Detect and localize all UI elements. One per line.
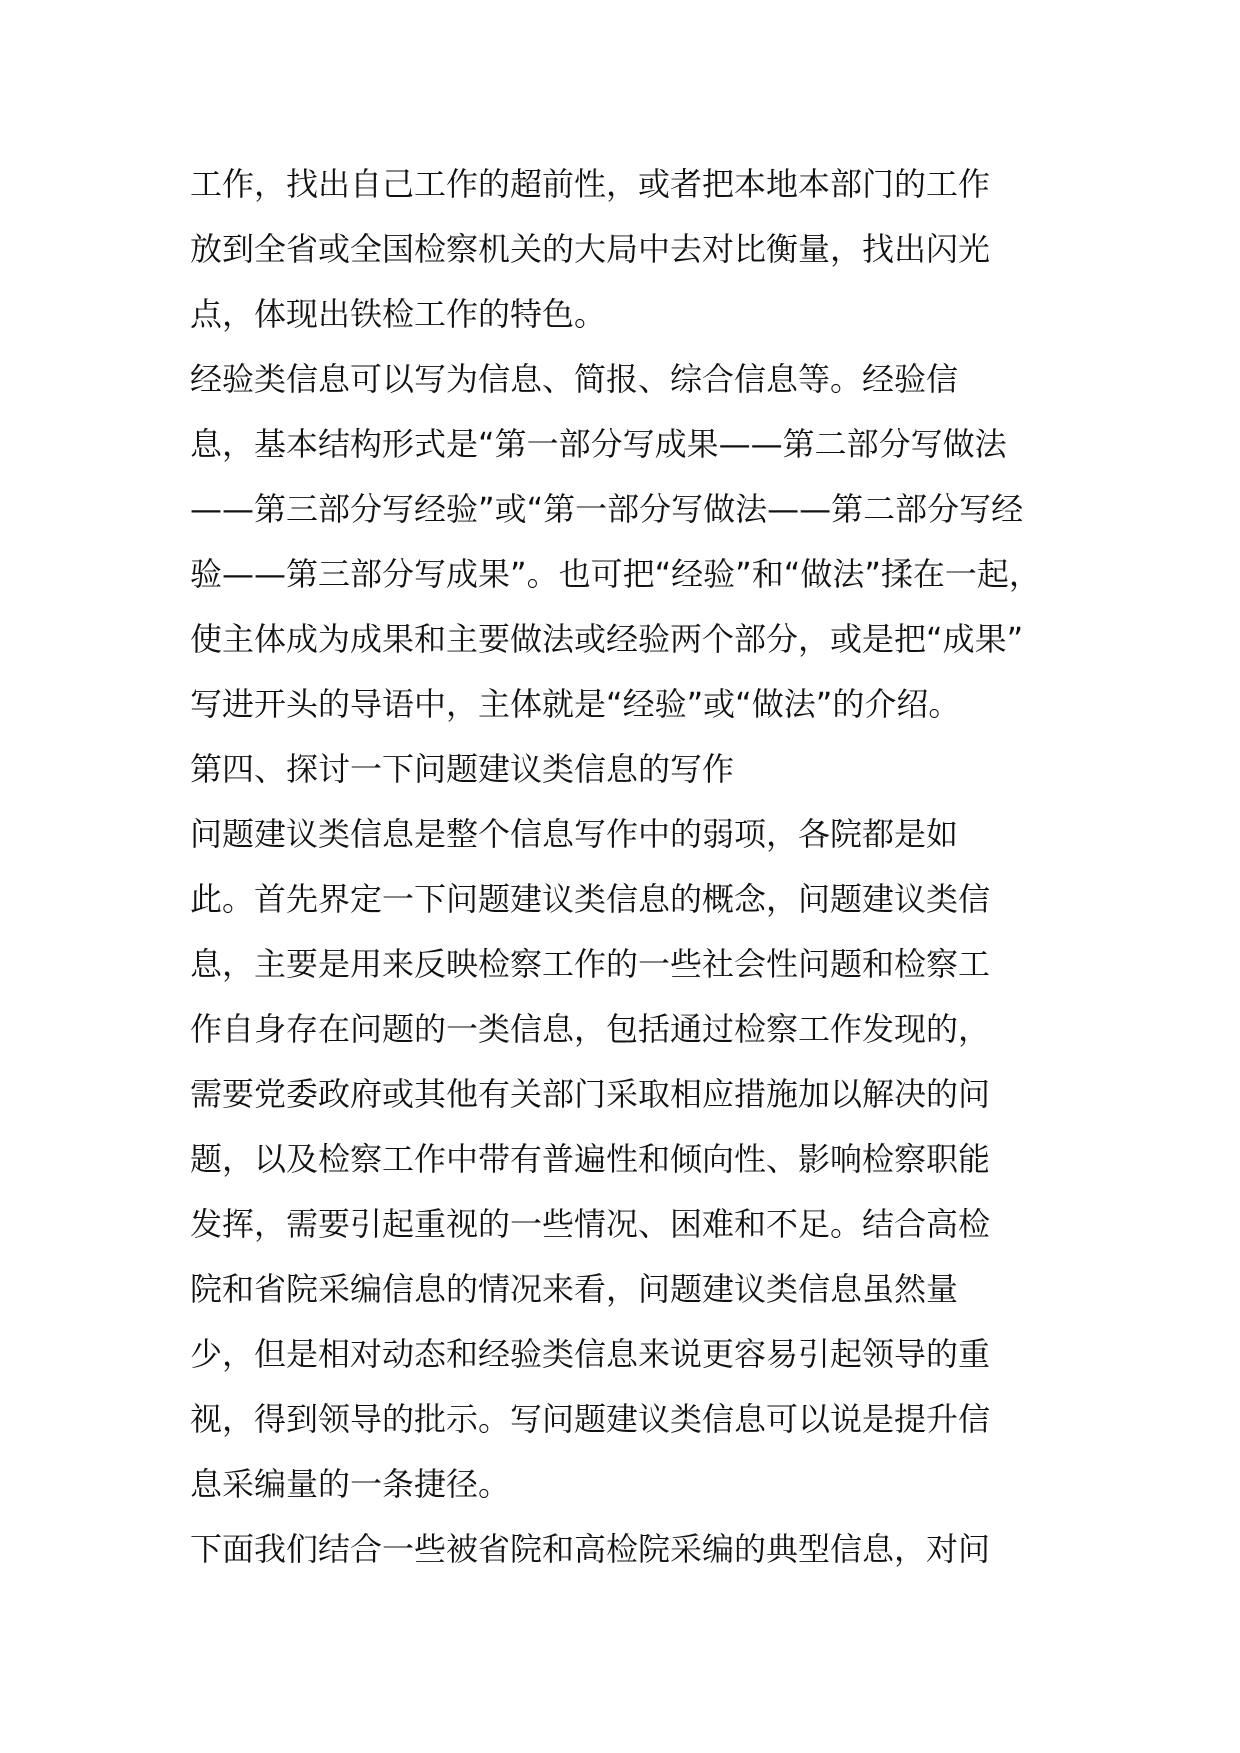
text-line: 此。首先界定一下问题建议类信息的概念，问题建议类信 <box>190 880 991 918</box>
text-line: 题，以及检察工作中带有普遍性和倾向性、影响检察职能 <box>190 1140 991 1178</box>
text-line: 视，得到领导的批示。写问题建议类信息可以说是提升信 <box>190 1400 991 1438</box>
text-line: 放到全省或全国检察机关的大局中去对比衡量，找出闪光 <box>190 230 991 268</box>
text-line: 息采编量的一条捷径。 <box>190 1465 511 1503</box>
text-line: 验——第三部分写成果”。也可把“经验”和“做法”揉在一起， <box>190 555 1041 593</box>
text-line: 工作，找出自己工作的超前性，或者把本地本部门的工作 <box>190 165 991 203</box>
text-line: 经验类信息可以写为信息、简报、综合信息等。经验信 <box>190 360 959 398</box>
text-line: 息，基本结构形式是“第一部分写成果——第二部分写做法 <box>190 425 1007 463</box>
text-line: 院和省院采编信息的情况来看，问题建议类信息虽然量 <box>190 1270 959 1308</box>
text-line: 息，主要是用来反映检察工作的一些社会性问题和检察工 <box>190 945 991 983</box>
text-line: 少，但是相对动态和经验类信息来说更容易引起领导的重 <box>190 1335 991 1373</box>
document-body <box>190 152 1070 1582</box>
text-line: 作自身存在问题的一类信息，包括通过检察工作发现的， <box>190 1010 991 1048</box>
text-line: 点，体现出铁检工作的特色。 <box>190 295 607 333</box>
text-line: 写进开头的导语中，主体就是“经验”或“做法”的介绍。 <box>190 685 961 723</box>
text-line: 需要党委政府或其他有关部门采取相应措施加以解决的问 <box>190 1075 991 1113</box>
text-line: 下面我们结合一些被省院和高检院采编的典型信息，对问 <box>190 1530 991 1568</box>
text-line: ——第三部分写经验”或“第一部分写做法——第二部分写经 <box>190 490 1024 528</box>
section-heading: 第四、探讨一下问题建议类信息的写作 <box>190 750 735 788</box>
text-line: 问题建议类信息是整个信息写作中的弱项，各院都是如 <box>190 815 959 853</box>
text-line: 使主体成为成果和主要做法或经验两个部分，或是把“成果” <box>190 620 1024 658</box>
text-line: 发挥，需要引起重视的一些情况、困难和不足。结合高检 <box>190 1205 991 1243</box>
